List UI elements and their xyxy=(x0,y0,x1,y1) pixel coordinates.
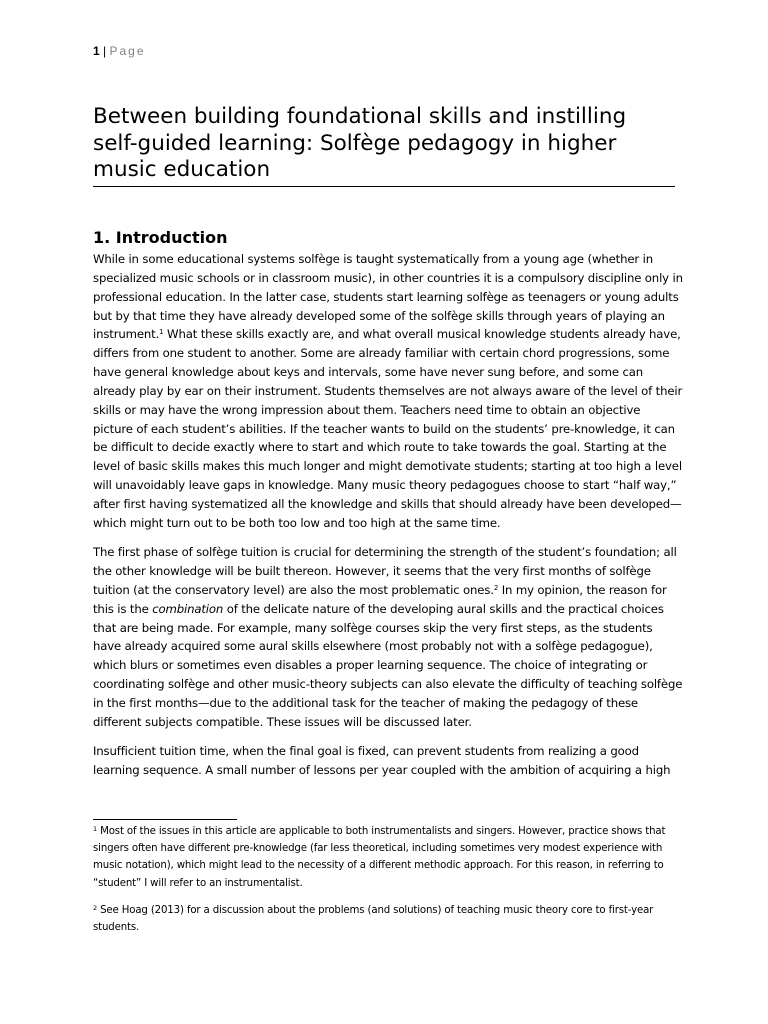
footnotes xyxy=(93,823,683,946)
paragraph-2 xyxy=(93,543,683,731)
footnote-ref-1[interactable]: 1 xyxy=(159,328,164,337)
page-number: 1 xyxy=(93,44,100,58)
footnote-text: See Hoag (2013) for a discussion about the problems (and solutions) of teaching music theory core to first-year students. xyxy=(93,904,654,934)
body-text xyxy=(93,250,683,790)
document-title: Between building foundational skills and instilling self-guided learning: Solfège pedagogy in higher music education xyxy=(93,104,675,187)
paragraph-text: While in some educational systems solfège is taught systematically from a young age (whether in specialized music schools or in classroom music), in other countries it is a compulsory discipline only in professional education. In the latter case, students start learning solfège as teenagers or young adults but by that time they have already developed some of the solfège skills through years of playing an instrument. xyxy=(93,252,683,342)
paragraph-text: In my opinion, the reason for this is the xyxy=(93,582,667,616)
footnote-2 xyxy=(93,902,683,936)
emphasis-text: combination xyxy=(152,601,224,616)
page-separator: | xyxy=(99,44,110,58)
section-heading: 1. Introduction xyxy=(93,228,228,247)
footnote-marker: 2 xyxy=(93,903,97,912)
footnote-separator xyxy=(93,819,237,820)
page-label: Page xyxy=(109,44,146,58)
page-header xyxy=(93,44,146,58)
footnote-1 xyxy=(93,823,683,892)
footnote-marker: 1 xyxy=(93,825,97,833)
paragraph-text: of the delicate nature of the developing aural skills and the practical choices that are being made. For example, many solfège courses skip the very first steps, as the students have already acquired some aural skills elsewhere (most probably not with a solfège pedagogue), which blurs or sometimes even disables a proper learning sequence. The choice of integrating or coordinating solfège and other music-theory subjects can also elevate the difficulty of teaching solfège in the first months—due to the additional task for the teacher of making the pedagogy of these different subjects compatible. These issues will be discussed later. xyxy=(93,601,683,729)
paragraph-1 xyxy=(93,250,683,533)
footnote-text: Most of the issues in this article are applicable to both instrumentalists and singers. However, practice shows that singers often have different pre-knowledge (far less theoretical, including sometimes very modest experience with music notation), which might lead to the necessity of a different methodic approach. For this reason, in referring to “student” I will refer to an instrumentalist. xyxy=(93,826,666,889)
footnote-ref-2[interactable]: 2 xyxy=(493,583,499,592)
paragraph-3: Insufficient tuition time, when the final goal is fixed, can prevent students from realizing a good learning sequence. A small number of lessons per year coupled with the ambition of acquiring a high xyxy=(93,744,671,777)
paragraph-text: The first phase of solfège tuition is crucial for determining the strength of the student’s foundation; all the other knowledge will be built thereon. However, it seems that the very first months of solfège tuition (at the conservatory level) are also the most problematic ones. xyxy=(93,545,677,597)
paragraph-text: What these skills exactly are, and what overall musical knowledge students already have, differs from one student to another. Some are already familiar with certain chord progressions, some have general knowledge about keys and intervals, some have never sung before, and some can already play by ear on their instrument. Students themselves are not always aware of the level of their skills or may have the wrong impression about them. Teachers need time to obtain an objective picture of each student’s abilities. If the teacher wants to build on the students’ pre-knowledge, it can be difficult to decide exactly where to start and which route to take towards the goal. Starting at the level of basic skills makes this much longer and might demotivate students; starting at too high a level will unavoidably leave gaps in knowledge. Many music theory pedagogues choose to start “half way,” after first having systematized all the knowledge and skills that should already have been developed—which might turn out to be both too low and too high at the same time. xyxy=(93,327,683,530)
